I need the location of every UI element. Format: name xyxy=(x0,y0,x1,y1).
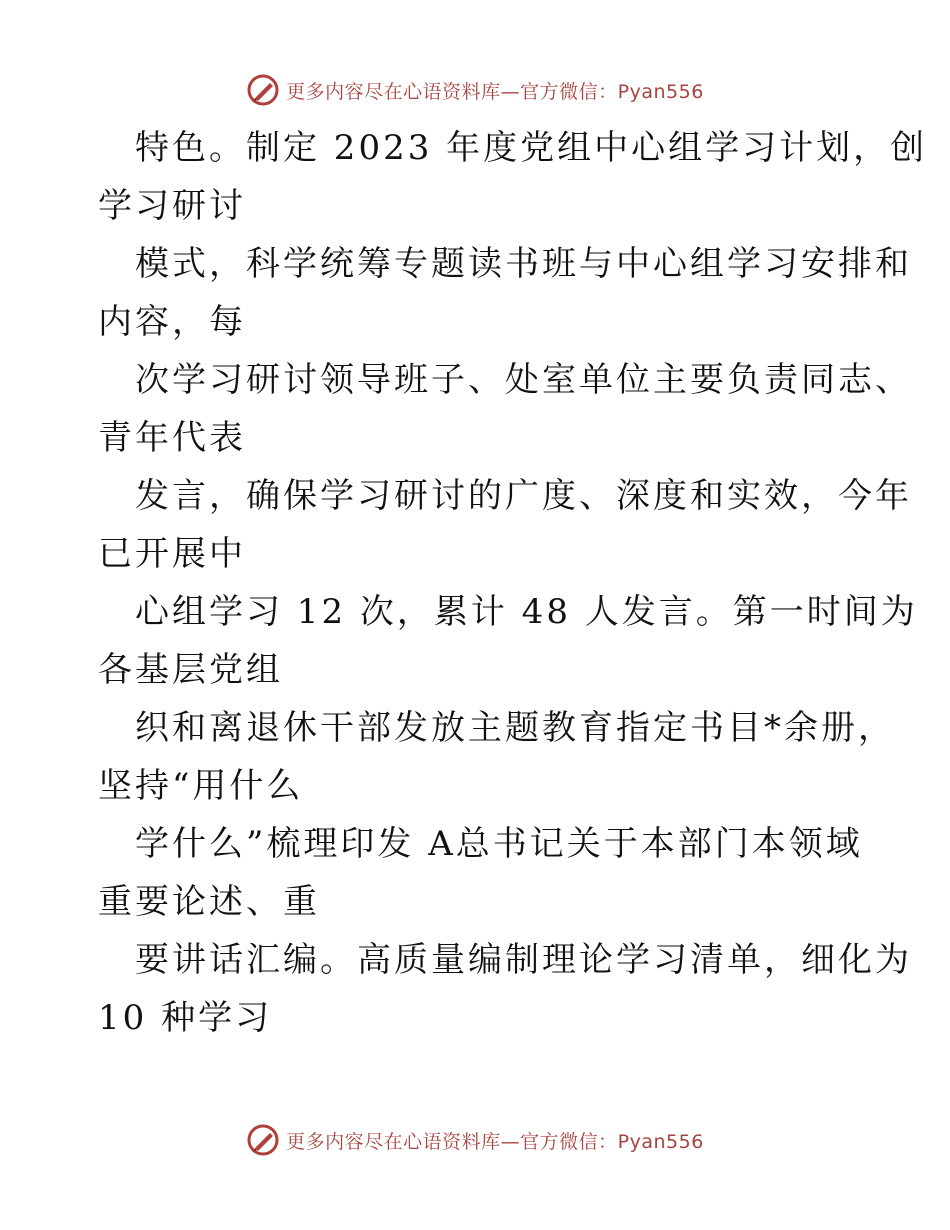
text-line: 要讲话汇编。高质量编制理论学习清单，细化为 xyxy=(135,940,912,980)
text-line: 内容，每 xyxy=(98,302,246,342)
text-line: 重要论述、重 xyxy=(98,882,320,922)
text-line: 模式，科学统筹专题读书班与中心组学习安排和 xyxy=(135,244,912,284)
text-line: 特色。制定 2023 年度党组中心组学习计划，创 xyxy=(135,128,928,168)
text-line: 心组学习 12 次，累计 48 人发言。第一时间为 xyxy=(135,592,918,632)
text-line: 学什么”梳理印发 A总书记关于本部门本领域 xyxy=(135,824,863,864)
text-line: 各基层党组 xyxy=(98,650,283,690)
text-line: 次学习研讨领导班子、处室单位主要负责同志、 xyxy=(135,360,912,400)
text-line: 织和离退休干部发放主题教育指定书目*余册， xyxy=(135,708,895,748)
watermark-text: 更多内容尽在心语资料库—官方微信：Pyan556 xyxy=(286,80,704,103)
text-line: 学习研讨 xyxy=(98,186,246,226)
watermark-text: 更多内容尽在心语资料库—官方微信：Pyan556 xyxy=(286,1130,704,1153)
text-line: 10 种学习 xyxy=(98,998,273,1038)
text-line: 已开展中 xyxy=(98,534,246,574)
text-line: 坚持“用什么 xyxy=(98,766,304,806)
text-line: 青年代表 xyxy=(98,418,246,458)
header-watermark xyxy=(0,70,950,110)
quill-pen-logo-icon xyxy=(246,73,280,107)
footer-watermark xyxy=(0,1120,950,1160)
quill-pen-logo-icon xyxy=(246,1123,280,1157)
text-line: 发言，确保学习研讨的广度、深度和实效，今年 xyxy=(135,476,912,516)
